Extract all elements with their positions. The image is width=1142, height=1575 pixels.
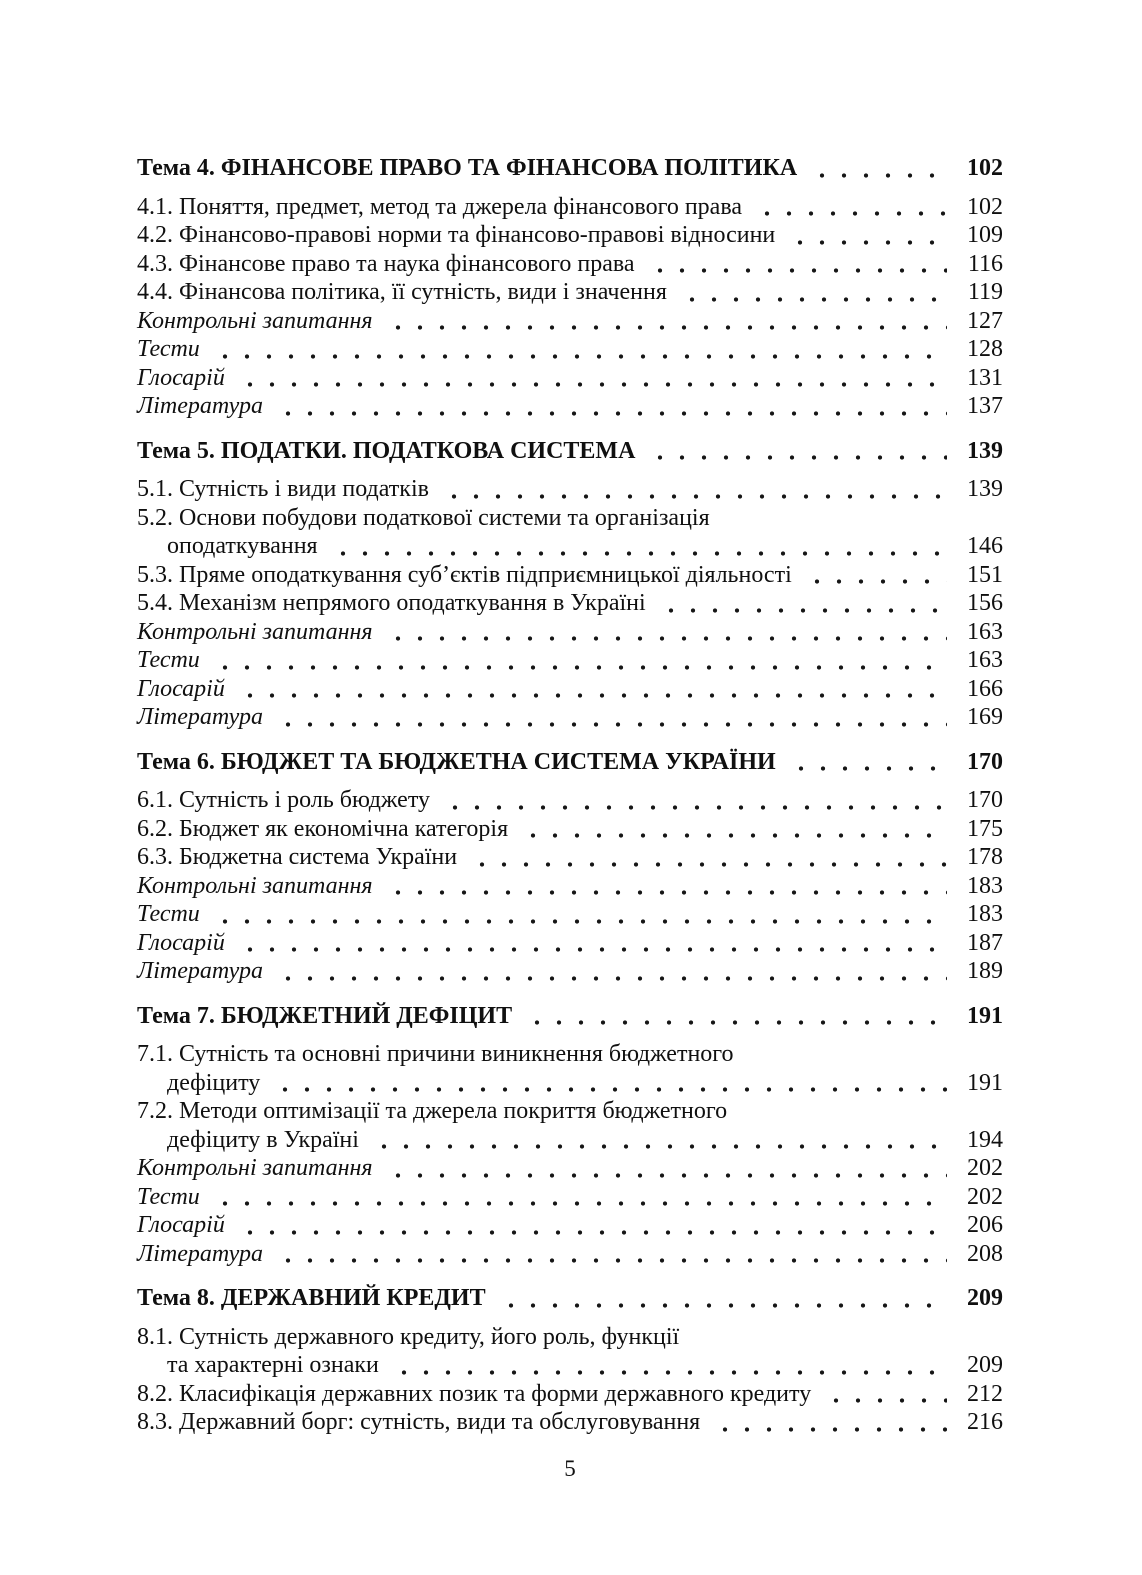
toc-page-number: 151 — [967, 561, 1003, 588]
toc-entry — [137, 929, 1003, 958]
dot-leader — [750, 211, 947, 216]
toc-entry-text: Контрольні запитання — [137, 618, 373, 645]
dot-leader — [675, 297, 947, 302]
dot-leader — [783, 240, 947, 245]
toc-entry-text: Глосарій — [137, 1212, 225, 1238]
toc-entry — [137, 957, 1003, 986]
toc-page-number: 170 — [967, 787, 1003, 813]
toc-page-number: 212 — [967, 1380, 1003, 1407]
toc-entry-text: оподаткування — [167, 533, 318, 559]
toc-page-number: 127 — [967, 307, 1003, 334]
dot-leader — [381, 636, 947, 641]
toc-page-number: 216 — [967, 1409, 1003, 1435]
dot-leader — [268, 1087, 947, 1092]
toc-entry-text: 5.4. Механізм непрямого оподаткування в Україні — [137, 590, 646, 616]
dot-leader — [367, 1144, 947, 1149]
toc-entry-text: 7.1. Сутність та основні причини виникнення бюджетного — [137, 1041, 734, 1067]
toc-entry-text: 6.2. Бюджет як економічна категорія — [137, 815, 509, 842]
dot-leader — [654, 608, 947, 613]
toc-entry — [137, 1069, 1003, 1098]
dot-leader — [800, 579, 947, 584]
toc-entry — [137, 1211, 1003, 1240]
dot-leader — [326, 551, 947, 556]
toc-page-number: 131 — [967, 364, 1003, 391]
toc-entry — [137, 872, 1003, 901]
toc-theme-entry — [137, 1002, 1003, 1031]
toc-entry — [137, 703, 1003, 732]
toc-page-number: 209 — [967, 1285, 1003, 1311]
toc-entry-text: Контрольні запитання — [137, 872, 373, 899]
dot-leader — [438, 805, 947, 810]
toc-entry-text: 8.2. Класифікація державних позик та форми державного кредиту — [137, 1380, 812, 1407]
toc-page-number: 191 — [967, 1069, 1003, 1096]
toc-page-number: 139 — [967, 437, 1003, 464]
toc-page-number: 191 — [967, 1002, 1003, 1029]
toc-entry-text: Тема 8. ДЕРЖАВНИЙ КРЕДИТ — [137, 1285, 486, 1311]
toc-entry-text: Тема 5. ПОДАТКИ. ПОДАТКОВА СИСТЕМА — [137, 437, 636, 464]
toc-page-number: 169 — [967, 704, 1003, 730]
toc-page-number: 156 — [967, 590, 1003, 616]
toc-entry-text: 5.1. Сутність і види податків — [137, 476, 429, 502]
toc-entry — [137, 1040, 1003, 1069]
toc-entry — [137, 786, 1003, 815]
toc-entry — [137, 250, 1003, 279]
toc-page-number: 163 — [967, 647, 1003, 673]
toc-entry — [137, 1097, 1003, 1126]
toc-page-number: 194 — [967, 1126, 1003, 1153]
toc-entry-text: Література — [137, 393, 263, 419]
toc-entry — [137, 815, 1003, 844]
toc-entry-text: 6.1. Сутність і роль бюджету — [137, 787, 430, 813]
dot-leader — [465, 862, 947, 867]
toc-entry-text: 6.3. Бюджетна система України — [137, 844, 458, 870]
toc-entry — [137, 532, 1003, 561]
toc-entry-text: 5.3. Пряме оподаткування суб’єктів підприємницької діяльності — [137, 561, 792, 588]
dot-leader — [381, 890, 947, 895]
toc-entry — [137, 646, 1003, 675]
toc-entry-text: 8.3. Державний борг: сутність, види та обслуговування — [137, 1409, 701, 1435]
toc-page-number: 163 — [967, 618, 1003, 645]
toc-page-number: 175 — [967, 815, 1003, 842]
dot-leader — [437, 494, 947, 499]
toc-page-number: 183 — [967, 872, 1003, 899]
toc-page-number: 116 — [967, 250, 1003, 277]
toc-entry — [137, 193, 1003, 222]
toc-page-number: 178 — [967, 844, 1003, 870]
toc-entry — [137, 561, 1003, 590]
toc-entry-text: Глосарій — [137, 929, 225, 956]
dot-leader — [494, 1303, 947, 1308]
toc-page-number: 208 — [967, 1240, 1003, 1267]
toc-entry-text: Тести — [137, 1183, 200, 1210]
toc-page-number: 137 — [967, 393, 1003, 419]
dot-leader — [271, 976, 947, 981]
toc-page-number: 102 — [967, 193, 1003, 220]
toc-entry-text: Тести — [137, 336, 200, 362]
dot-leader — [516, 833, 947, 838]
toc-theme-entry — [137, 748, 1003, 777]
toc-entry — [137, 278, 1003, 307]
dot-leader — [271, 1258, 947, 1263]
toc-entry-text: Тема 7. БЮДЖЕТНИЙ ДЕФІЦИТ — [137, 1002, 513, 1029]
toc-entry-text: Література — [137, 1240, 263, 1267]
toc-entry — [137, 618, 1003, 647]
toc-entry-text: Глосарій — [137, 364, 225, 391]
toc-entry-text: дефіциту в Україні — [167, 1126, 359, 1153]
dot-leader — [233, 947, 947, 952]
toc-entry-text: 4.4. Фінансова політика, її сутність, види і значення — [137, 279, 667, 305]
dot-leader — [387, 1370, 947, 1375]
table-of-contents — [137, 154, 1003, 1437]
toc-entry — [137, 1126, 1003, 1155]
toc-entry-text: Тема 4. ФІНАНСОВЕ ПРАВО ТА ФІНАНСОВА ПОЛІТИКА — [137, 155, 798, 181]
dot-leader — [381, 325, 947, 330]
dot-leader — [805, 173, 947, 178]
toc-theme-entry — [137, 154, 1003, 183]
toc-entry-text: Контрольні запитання — [137, 1155, 373, 1181]
toc-entry — [137, 843, 1003, 872]
dot-leader — [271, 411, 947, 416]
toc-page-number: 170 — [967, 748, 1003, 775]
toc-entry — [137, 675, 1003, 704]
toc-entry — [137, 1154, 1003, 1183]
toc-page-number: 119 — [967, 279, 1003, 305]
toc-entry-text: 7.2. Методи оптимізації та джерела покриття бюджетного — [137, 1098, 728, 1124]
toc-entry-text: 8.1. Сутність державного кредиту, його роль, функції — [137, 1323, 680, 1350]
toc-page-number: 146 — [967, 533, 1003, 559]
toc-page-number: 128 — [967, 336, 1003, 362]
dot-leader — [643, 455, 947, 460]
toc-entry — [137, 1323, 1003, 1352]
toc-entry — [137, 475, 1003, 504]
toc-theme-entry — [137, 1284, 1003, 1313]
dot-leader — [233, 1230, 947, 1235]
toc-entry — [137, 504, 1003, 533]
dot-leader — [233, 382, 947, 387]
toc-page-number: 209 — [967, 1352, 1003, 1378]
toc-entry — [137, 1408, 1003, 1437]
toc-entry-text: Тести — [137, 901, 200, 927]
toc-page-number: 187 — [967, 929, 1003, 956]
toc-page-number: 139 — [967, 476, 1003, 502]
dot-leader — [208, 1201, 947, 1206]
dot-leader — [708, 1427, 947, 1432]
dot-leader — [208, 354, 947, 359]
toc-entry-text: Література — [137, 958, 263, 984]
dot-leader — [784, 766, 947, 771]
dot-leader — [208, 919, 947, 924]
toc-entry — [137, 335, 1003, 364]
toc-entry — [137, 900, 1003, 929]
toc-entry — [137, 221, 1003, 250]
toc-page-number: 183 — [967, 901, 1003, 927]
toc-entry-text: Контрольні запитання — [137, 307, 373, 334]
toc-entry-text: 4.1. Поняття, предмет, метод та джерела фінансового права — [137, 193, 742, 220]
toc-entry-text: 4.3. Фінансове право та наука фінансового права — [137, 250, 635, 277]
toc-page-number: 206 — [967, 1212, 1003, 1238]
page-number-footer: 5 — [564, 1455, 576, 1481]
toc-entry — [137, 1240, 1003, 1269]
toc-page-number: 166 — [967, 675, 1003, 702]
toc-entry — [137, 364, 1003, 393]
toc-theme-entry — [137, 437, 1003, 466]
toc-entry-text: Глосарій — [137, 675, 225, 702]
toc-page-number: 202 — [967, 1155, 1003, 1181]
toc-page-number: 109 — [967, 222, 1003, 248]
toc-page-number: 189 — [967, 958, 1003, 984]
toc-entry — [137, 1380, 1003, 1409]
dot-leader — [819, 1398, 947, 1403]
dot-leader — [643, 268, 947, 273]
dot-leader — [233, 693, 947, 698]
toc-entry — [137, 307, 1003, 336]
toc-entry — [137, 1183, 1003, 1212]
dot-leader — [208, 665, 947, 670]
toc-entry-text: та характерні ознаки — [167, 1352, 379, 1378]
toc-entry-text: Тести — [137, 647, 200, 673]
toc-entry-text: Тема 6. БЮДЖЕТ ТА БЮДЖЕТНА СИСТЕМА УКРАЇНИ — [137, 748, 776, 775]
toc-entry-text: Література — [137, 704, 263, 730]
toc-entry — [137, 1351, 1003, 1380]
toc-page-number: 202 — [967, 1183, 1003, 1210]
toc-entry — [137, 392, 1003, 421]
toc-entry-text: 5.2. Основи побудови податкової системи та організація — [137, 504, 710, 531]
toc-page-number: 102 — [967, 155, 1003, 181]
toc-entry — [137, 589, 1003, 618]
dot-leader — [381, 1173, 947, 1178]
toc-entry-text: дефіциту — [167, 1069, 261, 1096]
dot-leader — [271, 722, 947, 727]
toc-entry-text: 4.2. Фінансово-правові норми та фінансово-правові відносини — [137, 222, 776, 248]
dot-leader — [520, 1020, 947, 1025]
